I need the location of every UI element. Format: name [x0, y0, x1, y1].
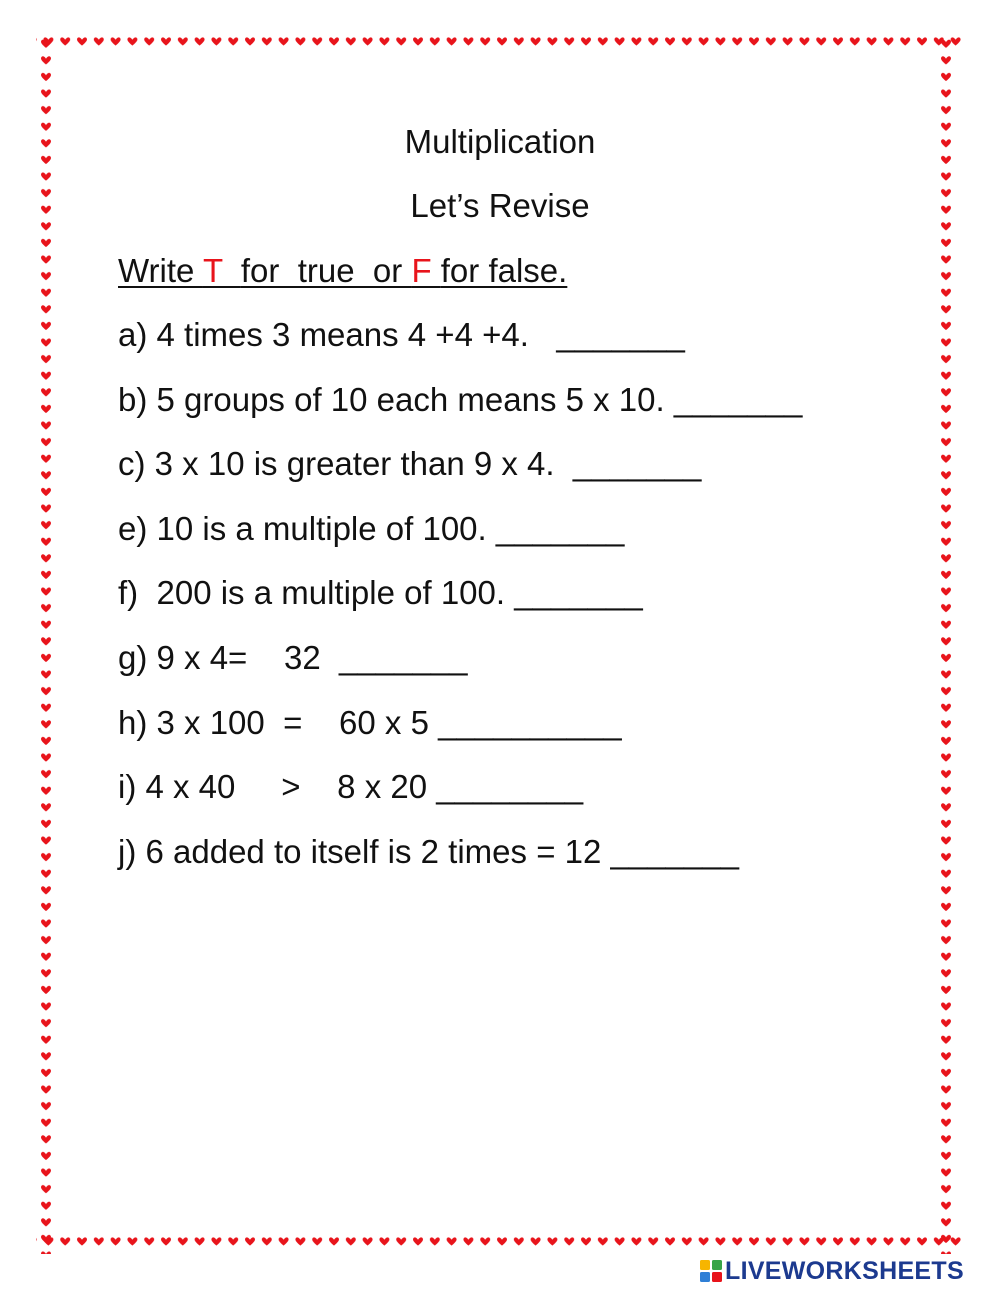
liveworksheets-logo-icon [700, 1260, 722, 1282]
question-f: f) 200 is a multiple of 100. _______ [118, 574, 643, 612]
question-list [118, 315, 802, 896]
question-i: i) 4 x 40 > 8 x 20 ________ [118, 768, 584, 806]
question-e: e) 10 is a multiple of 100. _______ [118, 509, 625, 547]
worksheet-title: Multiplication [404, 123, 596, 160]
worksheet-subtitle: Let’s Revise [410, 187, 590, 224]
true-letter: T [202, 252, 241, 289]
question-a: a) 4 times 3 means 4 +4 +4. _______ [118, 316, 685, 353]
question-h: h) 3 x 100 = 60 x 5 __________ [118, 703, 622, 741]
heart-border-bottom [36, 1230, 962, 1250]
question-b: b) 5 groups of 10 each means 5 x 10. _______ [118, 380, 803, 418]
question-g: g) 9 x 4= 32 _______ [118, 638, 468, 676]
heart-border-top [36, 36, 962, 56]
instruction [118, 251, 567, 291]
false-letter: F [411, 252, 441, 289]
instruction-text-1: Write [118, 252, 203, 289]
question-c: c) 3 x 10 is greater than 9 x 4. _______ [118, 445, 702, 483]
instruction-text-2: for true or [240, 252, 412, 289]
instruction-text-3: for false. [440, 252, 568, 289]
liveworksheets-wordmark: LIVEWORKSHEETS [725, 1257, 964, 1285]
question-j: j) 6 added to itself is 2 times = 12 _______ [118, 832, 739, 870]
liveworksheets-brand [700, 1258, 964, 1284]
